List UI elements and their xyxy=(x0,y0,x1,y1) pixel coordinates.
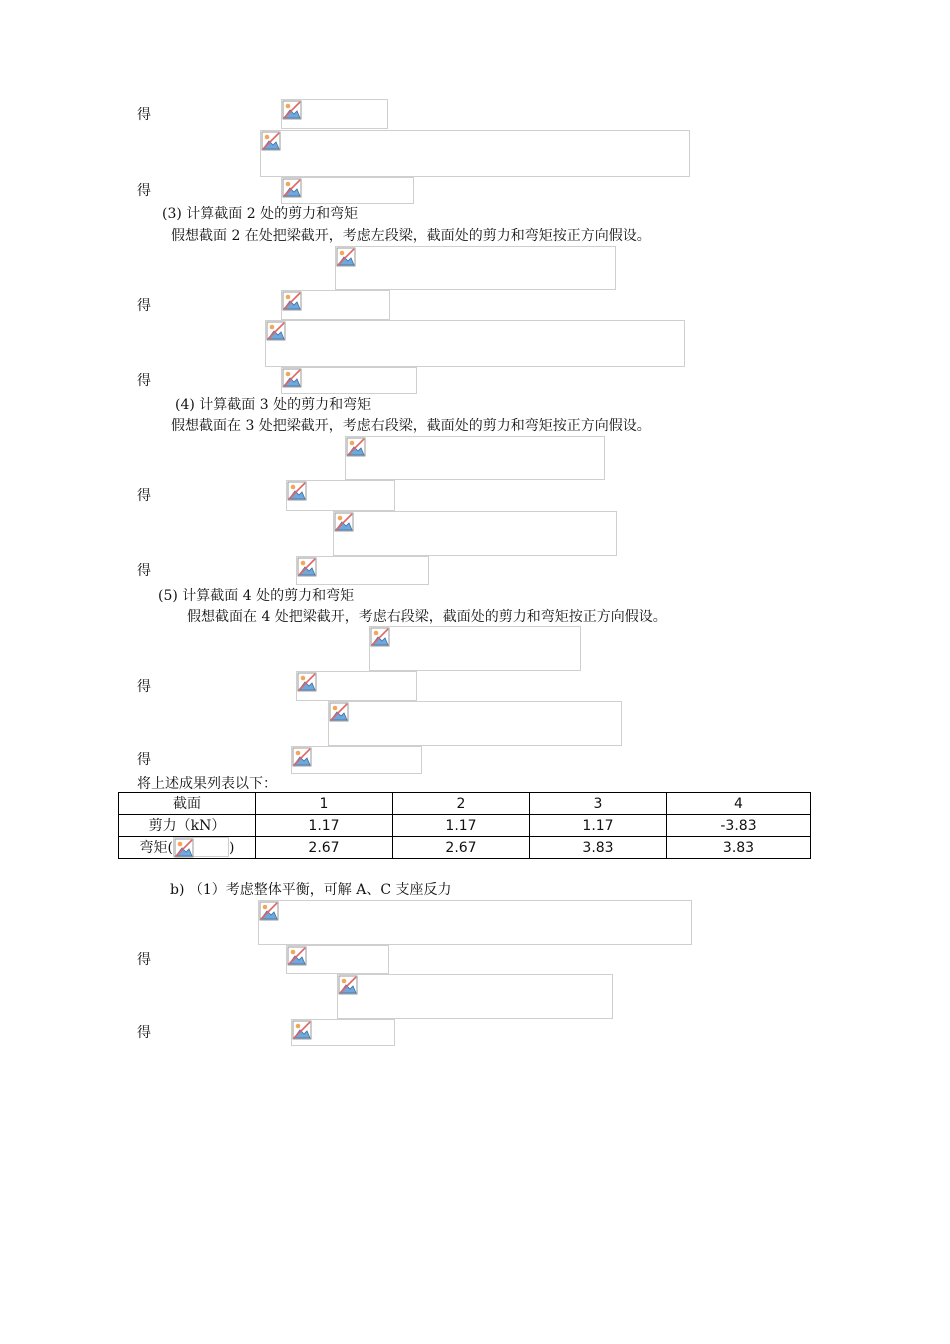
moment-cell: 3.83 xyxy=(667,837,811,859)
formula-image xyxy=(296,556,429,585)
broken-image-icon xyxy=(338,975,358,995)
formula-image xyxy=(337,974,613,1019)
formula-image xyxy=(291,746,422,774)
broken-image-icon xyxy=(297,557,317,577)
shear-cell: -3.83 xyxy=(667,815,811,837)
shear-cell: 1.17 xyxy=(530,815,667,837)
formula-image xyxy=(260,130,690,177)
formula-image xyxy=(265,320,685,367)
broken-image-icon xyxy=(336,247,356,267)
step3-description: 假想截面 2 在处把梁截开，考虑左段梁，截面处的剪力和弯矩按正方向假设。 xyxy=(171,228,651,244)
header-cell: 2 xyxy=(393,793,530,815)
result-label: 得 xyxy=(137,107,151,123)
moment-label-open: 弯矩( xyxy=(139,839,173,856)
broken-image-icon xyxy=(282,291,302,311)
moment-label-close: ) xyxy=(229,839,235,856)
broken-image-icon xyxy=(370,627,390,647)
broken-image-icon xyxy=(346,437,366,457)
result-label: 得 xyxy=(137,679,151,695)
result-label: 得 xyxy=(137,373,151,389)
broken-image-icon xyxy=(282,178,302,198)
formula-image xyxy=(281,367,417,394)
result-label: 得 xyxy=(137,488,151,504)
broken-image-icon xyxy=(287,946,307,966)
formula-image xyxy=(296,671,417,701)
formula-image xyxy=(258,900,692,945)
formula-image xyxy=(281,177,414,204)
unit-formula-image xyxy=(173,837,229,857)
formula-image xyxy=(281,290,390,320)
step3-title: (3) 计算截面 2 处的剪力和弯矩 xyxy=(162,206,359,222)
formula-image xyxy=(291,1019,395,1046)
broken-image-icon xyxy=(259,901,279,921)
table-header-row xyxy=(119,793,811,815)
shear-cell: 1.17 xyxy=(256,815,393,837)
shear-cell: 1.17 xyxy=(393,815,530,837)
broken-image-icon xyxy=(282,368,302,388)
table-intro: 将上述成果列表以下： xyxy=(137,776,277,792)
header-cell: 4 xyxy=(667,793,811,815)
part-b-title: b) （1）考虑整体平衡，可解 A、C 支座反力 xyxy=(170,882,452,898)
step4-description: 假想截面在 3 处把梁截开，考虑右段梁，截面处的剪力和弯矩按正方向假设。 xyxy=(171,418,651,434)
header-cell: 3 xyxy=(530,793,667,815)
step5-description: 假想截面在 4 处把梁截开，考虑右段梁，截面处的剪力和弯矩按正方向假设。 xyxy=(187,609,667,625)
shear-label-cell xyxy=(119,815,256,837)
broken-image-icon xyxy=(174,838,194,858)
formula-image xyxy=(281,99,388,129)
broken-image-icon xyxy=(287,481,307,501)
result-label: 得 xyxy=(137,1025,151,1041)
formula-image xyxy=(333,511,617,556)
table-row xyxy=(119,815,811,837)
formula-image xyxy=(345,436,605,480)
broken-image-icon xyxy=(282,100,302,120)
header-cell: 1 xyxy=(256,793,393,815)
moment-cell: 2.67 xyxy=(256,837,393,859)
result-label: 得 xyxy=(137,952,151,968)
formula-image xyxy=(335,246,616,290)
formula-image xyxy=(328,701,622,746)
broken-image-icon xyxy=(292,1020,312,1040)
broken-image-icon xyxy=(334,512,354,532)
formula-image xyxy=(369,626,581,671)
shear-label: 剪力（kN） xyxy=(148,817,226,834)
results-table xyxy=(118,792,811,859)
table-row xyxy=(119,837,811,859)
header-cell: 截面 xyxy=(119,793,256,815)
step4-title: (4) 计算截面 3 处的剪力和弯矩 xyxy=(175,397,372,413)
step5-title: (5) 计算截面 4 处的剪力和弯矩 xyxy=(158,588,355,604)
broken-image-icon xyxy=(329,702,349,722)
result-label: 得 xyxy=(137,183,151,199)
result-label: 得 xyxy=(137,563,151,579)
moment-cell: 3.83 xyxy=(530,837,667,859)
broken-image-icon xyxy=(266,321,286,341)
moment-cell: 2.67 xyxy=(393,837,530,859)
broken-image-icon xyxy=(297,672,317,692)
result-label: 得 xyxy=(137,298,151,314)
broken-image-icon xyxy=(261,131,281,151)
result-label: 得 xyxy=(137,752,151,768)
formula-image xyxy=(286,480,395,511)
broken-image-icon xyxy=(292,747,312,767)
formula-image xyxy=(286,945,389,974)
moment-label-cell xyxy=(119,837,256,859)
